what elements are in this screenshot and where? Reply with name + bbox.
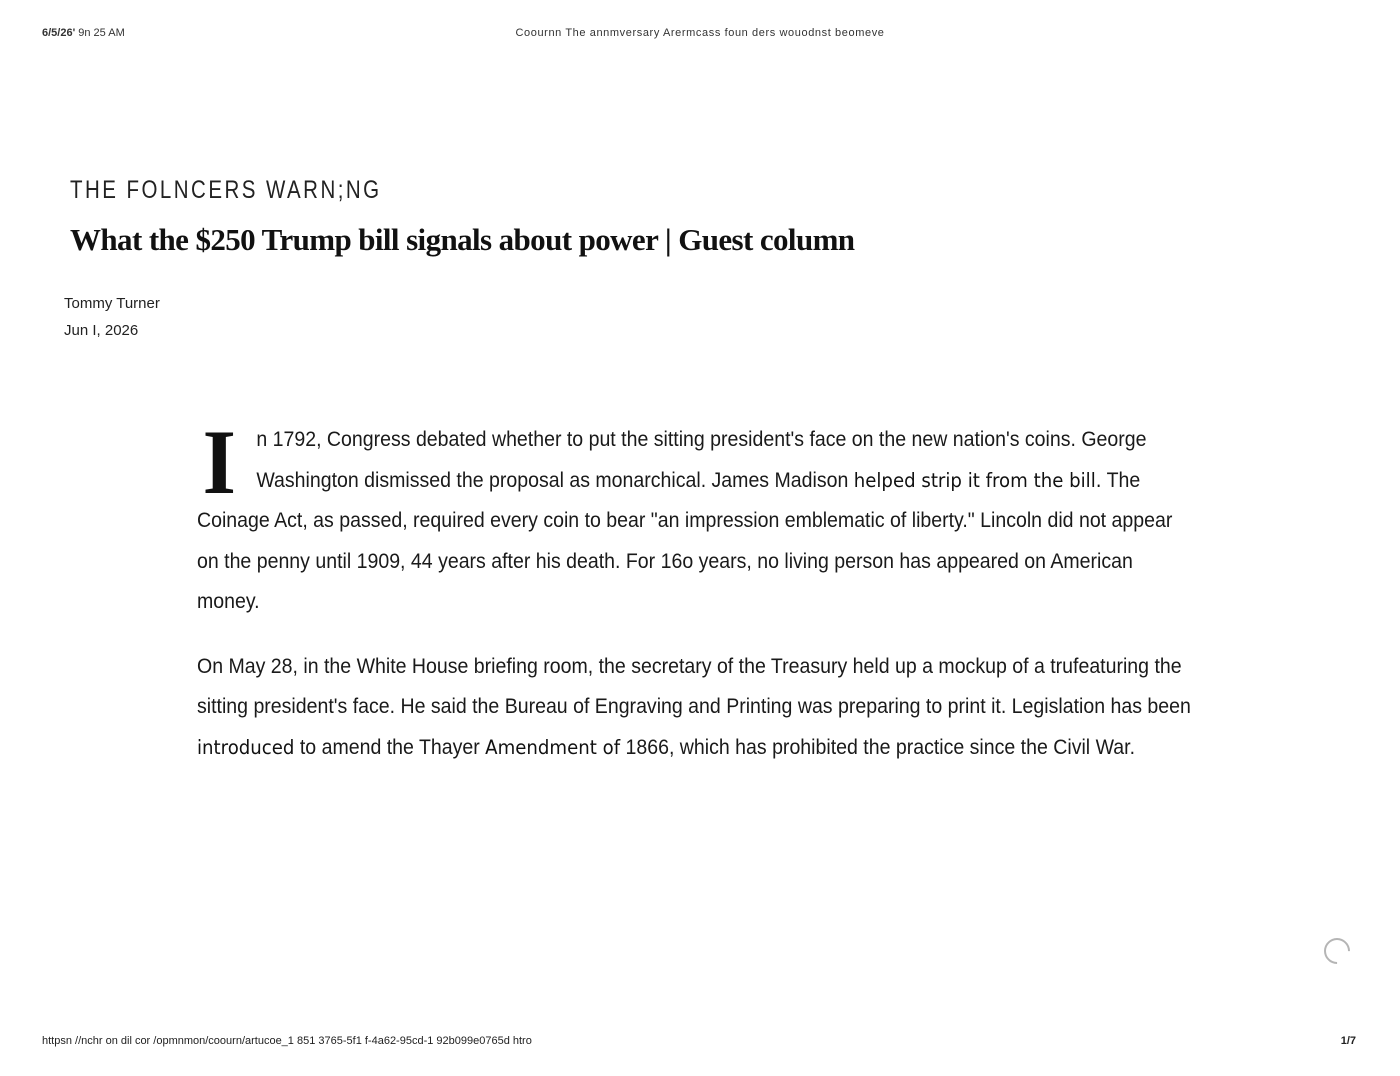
author-name: Tommy Turner — [64, 295, 160, 312]
paragraph-text: to amend the Thayer — [294, 735, 486, 759]
page-number: 1/7 — [1340, 1035, 1356, 1047]
publish-date: Jun I, 2026 — [64, 322, 139, 339]
paragraph-2 — [197, 647, 1197, 769]
article-headline — [70, 222, 854, 258]
drop-cap: I — [202, 411, 236, 513]
byline — [64, 290, 160, 344]
paragraph-text: n 1792, Congress debated whether to put the sitting president's face on the new nation's coins. George Washington dismissed the proposal as monarchical. James Madison — [256, 428, 1147, 492]
paragraph-1 — [197, 411, 1197, 623]
loading-spinner-icon — [1319, 933, 1356, 970]
article-body — [197, 411, 1197, 792]
print-date: 6/5/26' 9n 25 AM — [42, 27, 125, 39]
section-kicker: THE FOLNCERS WARN;NG — [70, 176, 382, 204]
link-text[interactable]: Amendment of — [485, 735, 621, 759]
paragraph-text: The Coinage Act, as passed, required every coin to bear "an impression emblematic of liberty." Lincoln did not appear on the penny until 1909, 44 years after his death. For 16o years, no living person has appeared on American money. — [197, 468, 1173, 613]
print-url: httpsn //nchr on dil cor /opmnmon/coourn/artucoe_1 851 3765-5f1 f-4a62-95cd-1 92b099e0765d htro — [42, 1035, 532, 1047]
paragraph-text: On May 28, in the White House briefing room, the secretary of the Treasury held up a mockup of a trufeaturing the sitting president's face. He said the Bureau of Engraving and Printing was preparing to print it. Legislation has been — [197, 654, 1191, 718]
link-text[interactable]: helped strip it from the bill. — [853, 468, 1102, 492]
paragraph-text: 1866, which has prohibited the practice since the Civil War. — [620, 735, 1135, 759]
headline-main: What the $250 Trump bill signals about power | — [70, 222, 672, 257]
print-page-title: Coournn The annmversary Arermcass foun ders wouodnst beomeve — [515, 27, 885, 39]
headline-suffix: Guest column — [678, 222, 855, 257]
link-text[interactable]: introduced — [197, 735, 295, 759]
print-footer — [42, 1035, 1356, 1051]
print-header — [42, 27, 1358, 43]
